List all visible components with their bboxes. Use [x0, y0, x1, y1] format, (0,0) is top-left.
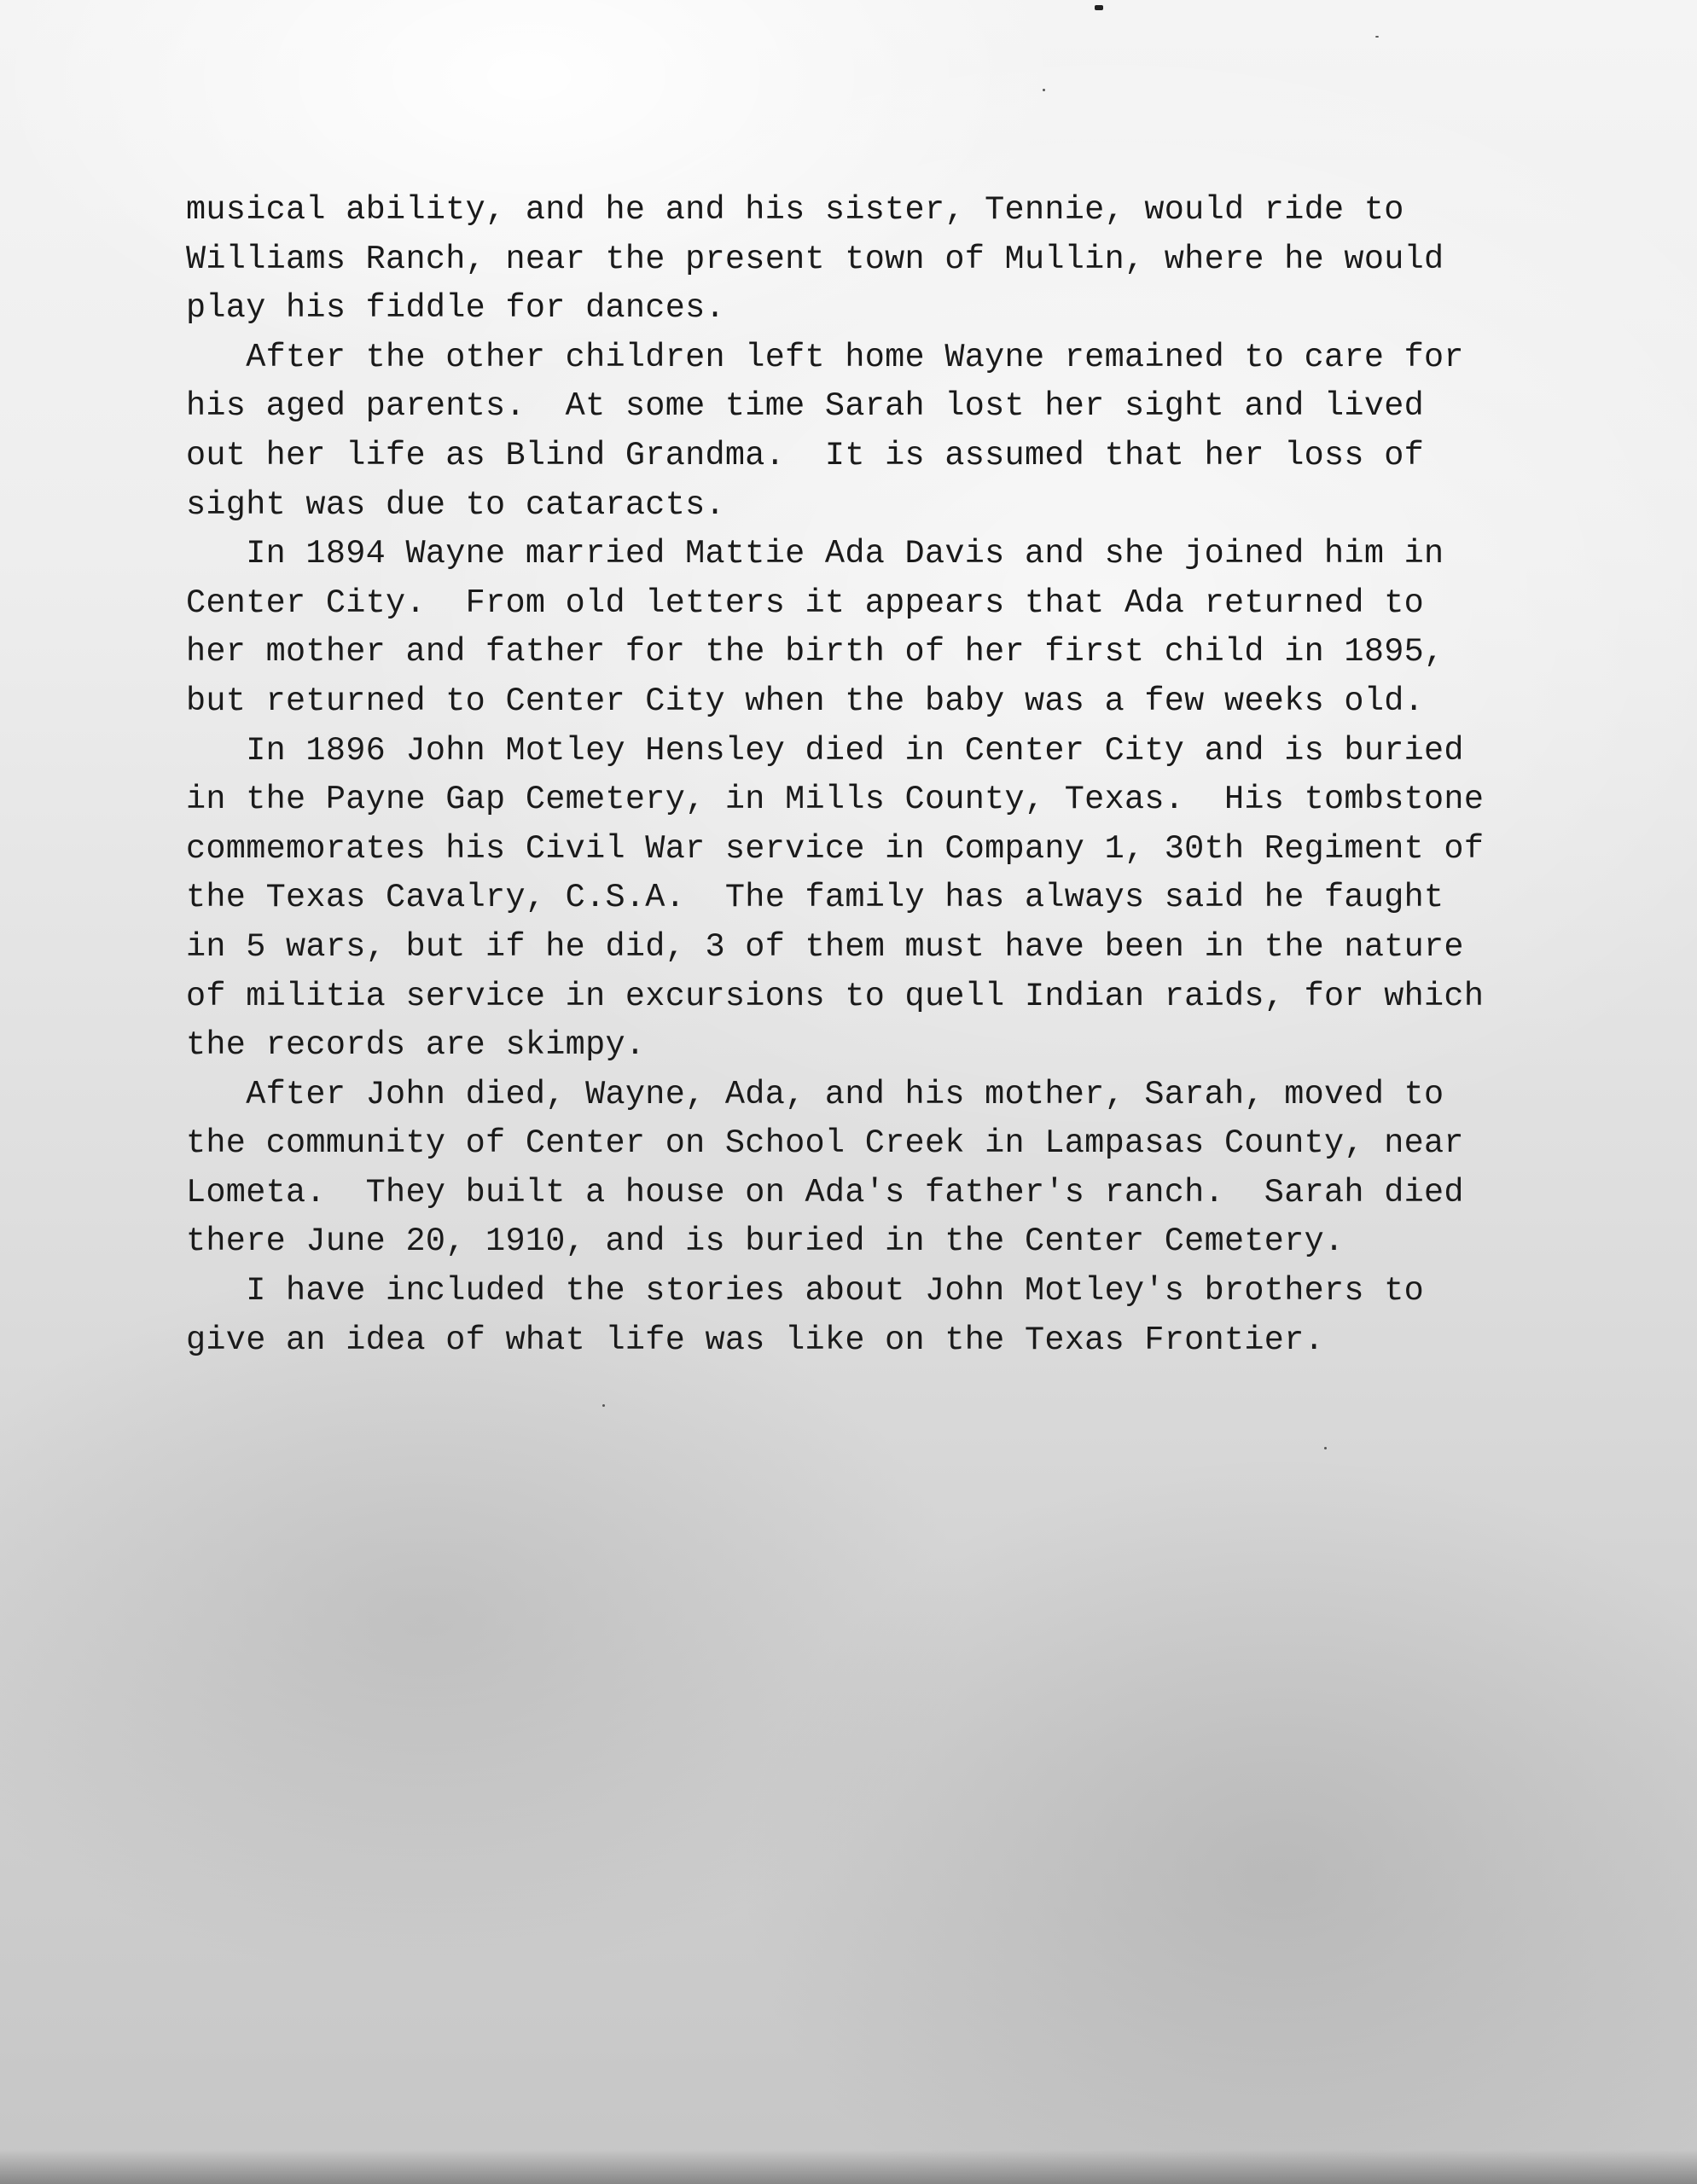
- text-line: the Texas Cavalry, C.S.A. The family has always said he faught: [186, 879, 1444, 917]
- text-line: In 1896 John Motley Hensley died in Center City and is buried: [186, 731, 1464, 770]
- text-line: Center City. From old letters it appears that Ada returned to: [186, 584, 1425, 622]
- text-line: in 5 wars, but if he did, 3 of them must have been in the nature: [186, 927, 1464, 966]
- text-line: Williams Ranch, near the present town of Mullin, where he would: [186, 240, 1444, 278]
- text-line: there June 20, 1910, and is buried in the Center Cemetery.: [186, 1223, 1345, 1261]
- text-line: of militia service in excursions to quell Indian raids, for which: [186, 977, 1485, 1015]
- text-line: in the Payne Gap Cemetery, in Mills County, Texas. His tombstone: [186, 781, 1485, 819]
- text-line: After the other children left home Wayne remained to care for: [186, 338, 1464, 376]
- text-line: but returned to Center City when the baby was a few weeks old.: [186, 682, 1425, 720]
- text-line: give an idea of what life was like on the Texas Frontier.: [186, 1321, 1325, 1359]
- paper-speck: [1324, 1447, 1327, 1449]
- paper-mark: [1095, 5, 1103, 10]
- text-line: In 1894 Wayne married Mattie Ada Davis and she joined him in: [186, 535, 1444, 573]
- body-text: [186, 186, 1517, 1365]
- text-line: sight was due to cataracts.: [186, 485, 725, 524]
- text-line: his aged parents. At some time Sarah lost her sight and lived: [186, 387, 1425, 426]
- paper-speck: [602, 1404, 605, 1407]
- text-line: I have included the stories about John Motley's brothers to: [186, 1272, 1425, 1310]
- text-line: After John died, Wayne, Ada, and his mother, Sarah, moved to: [186, 1075, 1444, 1113]
- text-line: out her life as Blind Grandma. It is assumed that her loss of: [186, 436, 1425, 474]
- text-line: play his fiddle for dances.: [186, 289, 725, 328]
- paper-speck: [1375, 36, 1379, 38]
- text-line: the records are skimpy.: [186, 1026, 646, 1065]
- paper-speck: [1043, 89, 1045, 91]
- text-line: her mother and father for the birth of her first child in 1895,: [186, 633, 1444, 671]
- text-line: musical ability, and he and his sister, Tennie, would ride to: [186, 191, 1404, 229]
- text-line: the community of Center on School Creek in Lampasas County, near: [186, 1124, 1464, 1163]
- text-line: commemorates his Civil War service in Company 1, 30th Regiment of: [186, 829, 1485, 868]
- text-line: Lometa. They built a house on Ada's father's ranch. Sarah died: [186, 1173, 1464, 1211]
- page-bottom-shadow: [0, 2150, 1697, 2184]
